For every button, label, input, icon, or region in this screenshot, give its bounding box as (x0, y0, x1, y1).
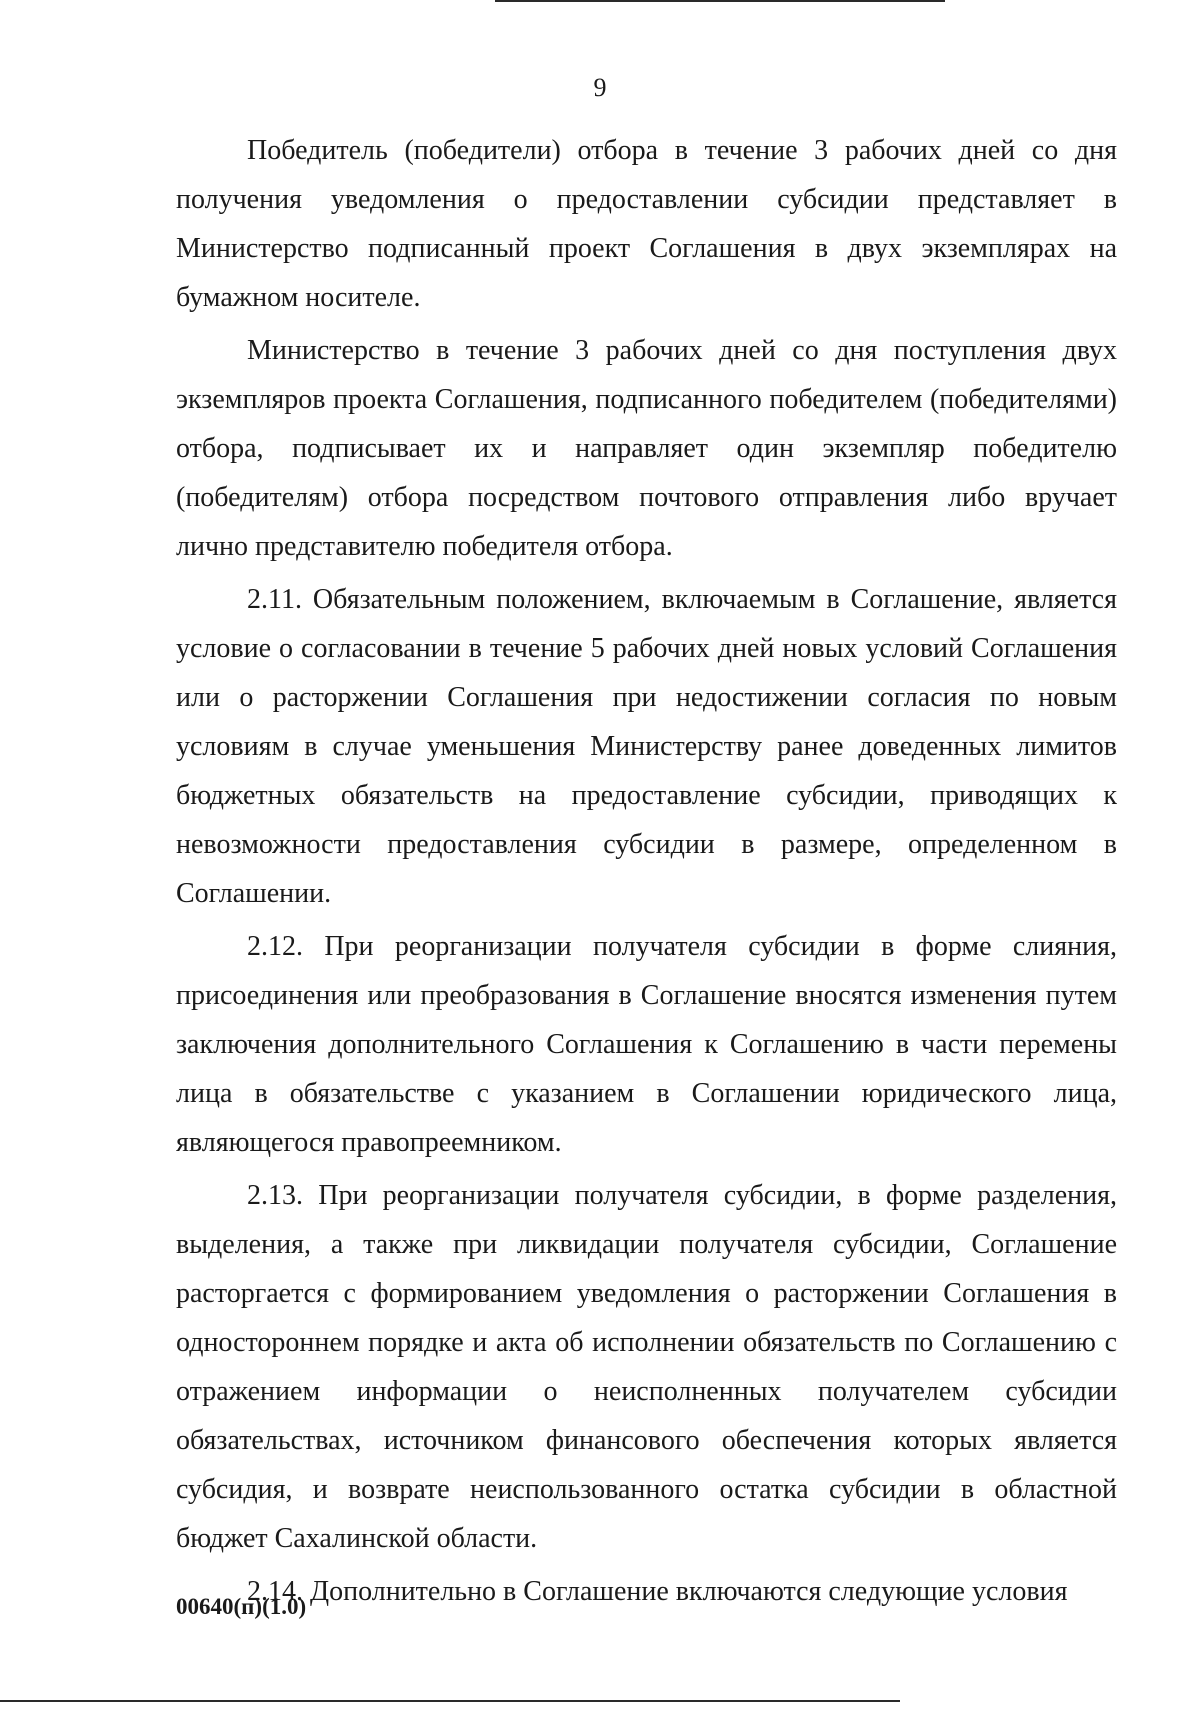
document-body (176, 126, 1117, 1620)
paragraph-2-13: 2.13. При реорганизации получателя субсидии, в форме разделения, выделения, а также при ликвидации получателя субсидии, Соглашение расторгается с формированием уведомления о расторжении Соглашения в одностороннем порядке и акта об исполнении обязательств по Соглашению с отражением информации о неисполненных получателем субсидии обязательствах, источником финансового обеспечения которых является субсидия, и возврате неиспользованного остатка субсидии в областной бюджет Сахалинской области. (176, 1180, 1117, 1554)
paragraph-2-12: 2.12. При реорганизации получателя субсидии в форме слияния, присоединения или преобразования в Соглашение вносятся изменения путем заключения дополнительного Соглашения к Соглашению в части перемены лица в обязательстве с указанием в Соглашении юридического лица, являющегося правопреемником. (176, 931, 1117, 1158)
paragraph-winner-submission: Победитель (победители) отбора в течение 3 рабочих дней со дня получения уведомления о предоставлении субсидии представляет в Министерство подписанный проект Соглашения в двух экземплярах на бумажном носителе. (176, 135, 1117, 313)
page-number: 9 (593, 73, 607, 102)
top-border-line (495, 0, 945, 2)
document-code: 00640(п)(1.0) (176, 1594, 307, 1619)
bottom-border-line (0, 1700, 900, 1702)
paragraph-2-14: 2.14. Дополнительно в Соглашение включаются следующие условия (247, 1576, 1068, 1607)
paragraph-2-11: 2.11. Обязательным положением, включаемым в Соглашение, является условие о согласовании в течение 5 рабочих дней новых условий Соглашения или о расторжении Соглашения при недостижении согласия по новым условиям в случае уменьшения Министерству ранее доведенных лимитов бюджетных обязательств на предоставление субсидии, приводящих к невозможности предоставления субсидии в размере, определенном в Соглашении. (176, 584, 1117, 909)
paragraph-ministry-signing: Министерство в течение 3 рабочих дней со дня поступления двух экземпляров проекта Соглашения, подписанного победителем (победителями) отбора, подписывает их и направляет один экземпляр победителю (победителям) отбора посредством почтового отправления либо вручает лично представителю победителя отбора. (176, 335, 1117, 562)
